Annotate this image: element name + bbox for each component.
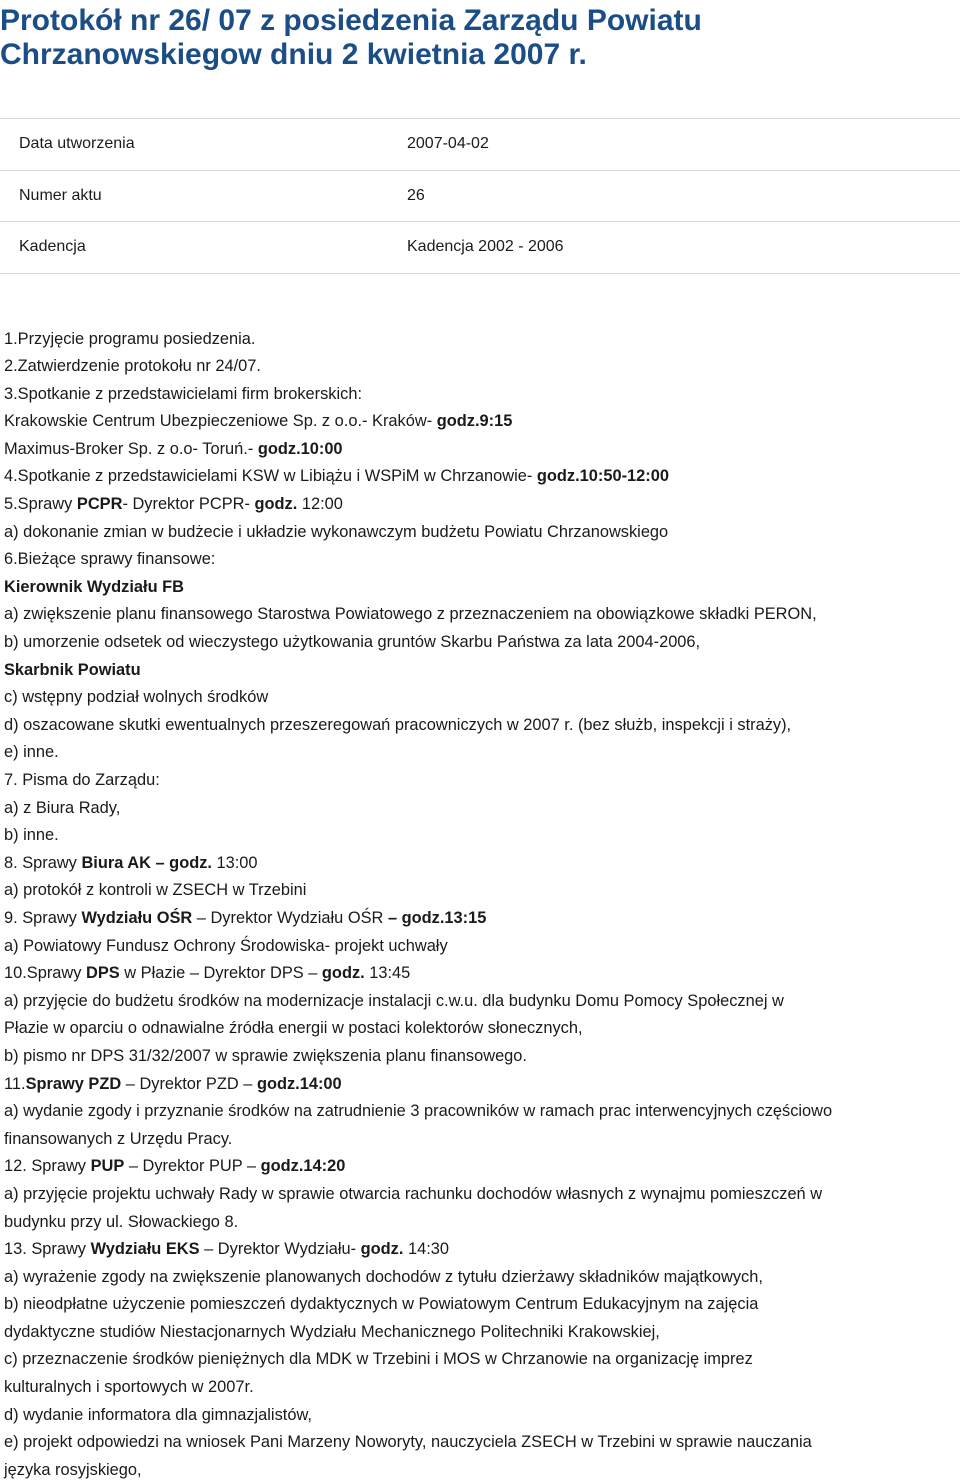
meta-row-act-number [0,171,960,223]
agenda-text: 6.Bieżące sprawy finansowe: [4,550,215,568]
agenda-bold-text: godz.9:15 [437,412,513,430]
agenda-text: 3.Spotkanie z przedstawicielami firm brokerskich: [4,385,362,403]
agenda-line [0,933,960,961]
agenda-bold-text: godz. [322,964,365,982]
agenda-text: b) nieodpłatne użyczenie pomieszczeń dydaktycznych w Powiatowym Centrum Edukacyjnym na zajęcia [4,1295,758,1313]
agenda-bold-text: godz.14:00 [257,1075,342,1093]
agenda-line [0,1374,960,1402]
agenda-bold-text: Biura AK – godz. [81,854,212,872]
agenda-line [0,436,960,464]
agenda-line [0,1126,960,1154]
agenda-text: e) projekt odpowiedzi na wniosek Pani Marzeny Noworyty, nauczyciela ZSECH w Trzebini w sprawie nauczania [4,1433,812,1451]
agenda-text: 12:00 [297,495,343,513]
agenda-line [0,739,960,767]
agenda-text: a) wydanie zgody i przyznanie środków na zatrudnienie 3 pracowników w ramach prac interwencyjnych częściowo [4,1102,832,1120]
agenda-line [0,546,960,574]
agenda-line [0,767,960,795]
meta-key: Data utworzenia [0,135,407,153]
agenda-body [0,326,960,1484]
agenda-text: 5.Sprawy [4,495,77,513]
title-line-2: Chrzanowskiegow dniu 2 kwietnia 2007 r. [0,38,960,72]
agenda-line [0,905,960,933]
agenda-text: – Dyrektor PUP – [124,1157,260,1175]
agenda-text: 1.Przyjęcie programu posiedzenia. [4,330,255,348]
agenda-line [0,822,960,850]
agenda-line [0,629,960,657]
agenda-line [0,1071,960,1099]
agenda-text: a) wyrażenie zgody na zwiększenie planowanych dochodów z tytułu dzierżawy składników majątkowych, [4,1268,763,1286]
agenda-line [0,491,960,519]
meta-value: 26 [407,187,425,205]
agenda-bold-text: godz. [254,495,297,513]
agenda-text: – Dyrektor Wydziału OŚR [192,909,388,927]
agenda-text: c) wstępny podział wolnych środków [4,688,268,706]
agenda-text: 10.Sprawy [4,964,86,982]
agenda-text: 8. Sprawy [4,854,81,872]
agenda-text: dydaktyczne studiów Niestacjonarnych Wydziału Mechanicznego Politechniki Krakowskiej, [4,1323,660,1341]
agenda-text: a) protokół z kontroli w ZSECH w Trzebini [4,881,306,899]
agenda-text: finansowanych z Urzędu Pracy. [4,1130,232,1148]
agenda-text: 4.Spotkanie z przedstawicielami KSW w Libiążu i WSPiM w Chrzanowie- [4,467,537,485]
agenda-line [0,381,960,409]
agenda-bold-text: godz.10:00 [258,440,343,458]
agenda-text: 13:00 [212,854,258,872]
agenda-line [0,463,960,491]
agenda-line [0,574,960,602]
agenda-text: budynku przy ul. Słowackiego 8. [4,1213,238,1231]
agenda-text: w Płazie – Dyrektor DPS – [120,964,322,982]
agenda-bold-text: Wydziału OŚR [81,909,192,927]
agenda-line [0,960,960,988]
agenda-text: a) przyjęcie do budżetu środków na modernizacje instalacji c.w.u. dla budynku Domu Pomocy Społecznej w [4,992,784,1010]
agenda-text: d) oszacowane skutki ewentualnych przeszeregowań pracowniczych w 2007 r. (bez służb, inspekcji i straży), [4,716,791,734]
agenda-line [0,519,960,547]
agenda-line [0,712,960,740]
agenda-text: – Dyrektor Wydziału- [200,1240,361,1258]
agenda-line [0,1429,960,1457]
agenda-line [0,1402,960,1430]
agenda-line [0,1015,960,1043]
agenda-line [0,657,960,685]
agenda-text: a) dokonanie zmian w budżecie i układzie wykonawczym budżetu Powiatu Chrzanowskiego [4,523,668,541]
agenda-bold-text: PUP [91,1157,125,1175]
agenda-line [0,877,960,905]
agenda-line [0,795,960,823]
agenda-line [0,1098,960,1126]
title-line-1: Protokół nr 26/ 07 z posiedzenia Zarządu Powiatu [0,4,960,38]
agenda-text: 14:30 [403,1240,449,1258]
agenda-bold-text: DPS [86,964,120,982]
agenda-text: b) pismo nr DPS 31/32/2007 w sprawie zwiększenia planu finansowego. [4,1047,527,1065]
agenda-text: 12. Sprawy [4,1157,91,1175]
agenda-text: Maximus-Broker Sp. z o.o- Toruń.- [4,440,258,458]
agenda-text: kulturalnych i sportowych w 2007r. [4,1378,254,1396]
agenda-bold-text: godz. [361,1240,404,1258]
meta-value: 2007-04-02 [407,135,489,153]
agenda-line [0,1346,960,1374]
agenda-line [0,1209,960,1237]
agenda-text: 2.Zatwierdzenie protokołu nr 24/07. [4,357,261,375]
agenda-text: a) Powiatowy Fundusz Ochrony Środowiska- projekt uchwały [4,937,448,955]
meta-row-created [0,119,960,171]
agenda-bold-text: Skarbnik Powiatu [4,661,141,679]
agenda-text: 9. Sprawy [4,909,81,927]
agenda-line [0,1291,960,1319]
agenda-text: – Dyrektor PZD – [121,1075,257,1093]
meta-row-term [0,222,960,274]
agenda-bold-text: godz.14:20 [261,1157,346,1175]
agenda-bold-text: PCPR [77,495,123,513]
meta-key: Kadencja [0,238,407,256]
agenda-line [0,408,960,436]
agenda-text: Krakowskie Centrum Ubezpieczeniowe Sp. z o.o.- Kraków- [4,412,437,430]
agenda-text: a) z Biura Rady, [4,799,120,817]
agenda-line [0,1181,960,1209]
agenda-line [0,1319,960,1347]
agenda-line [0,988,960,1016]
agenda-text: - Dyrektor PCPR- [122,495,254,513]
agenda-line [0,353,960,381]
agenda-text: a) przyjęcie projektu uchwały Rady w sprawie otwarcia rachunku dochodów własnych z wynajmu pomieszczeń w [4,1185,822,1203]
agenda-text: 11. [4,1075,26,1093]
agenda-bold-text: Wydziału EKS [91,1240,200,1258]
agenda-line [0,326,960,354]
agenda-line [0,1043,960,1071]
agenda-text: c) przeznaczenie środków pieniężnych dla MDK w Trzebini i MOS w Chrzanowie na organizację imprez [4,1350,753,1368]
agenda-bold-text: – godz.13:15 [388,909,486,927]
page-title [0,0,960,72]
agenda-text: 13. Sprawy [4,1240,91,1258]
agenda-text: 7. Pisma do Zarządu: [4,771,160,789]
agenda-line [0,684,960,712]
agenda-text: e) inne. [4,743,59,761]
meta-value: Kadencja 2002 - 2006 [407,238,564,256]
agenda-bold-text: godz.10:50-12:00 [537,467,669,485]
agenda-line [0,1153,960,1181]
agenda-text: języka rosyjskiego, [4,1461,142,1479]
agenda-text: b) inne. [4,826,59,844]
agenda-text: b) umorzenie odsetek od wieczystego użytkowania gruntów Skarbu Państwa za lata 2004-2006, [4,633,700,651]
agenda-text: d) wydanie informatora dla gimnazjalistów, [4,1406,312,1424]
metadata-table [0,118,960,274]
agenda-text: a) zwiększenie planu finansowego Starostwa Powiatowego z przeznaczeniem na obowiązkowe składki PERON, [4,605,817,623]
agenda-line [0,1264,960,1292]
agenda-bold-text: Sprawy PZD [26,1075,122,1093]
agenda-text: Płazie w oparciu o odnawialne źródła energii w postaci kolektorów słonecznych, [4,1019,583,1037]
agenda-line [0,1236,960,1264]
agenda-line [0,850,960,878]
agenda-text: 13:45 [365,964,411,982]
agenda-line [0,1457,960,1484]
meta-key: Numer aktu [0,187,407,205]
agenda-line [0,601,960,629]
agenda-bold-text: Kierownik Wydziału FB [4,578,184,596]
